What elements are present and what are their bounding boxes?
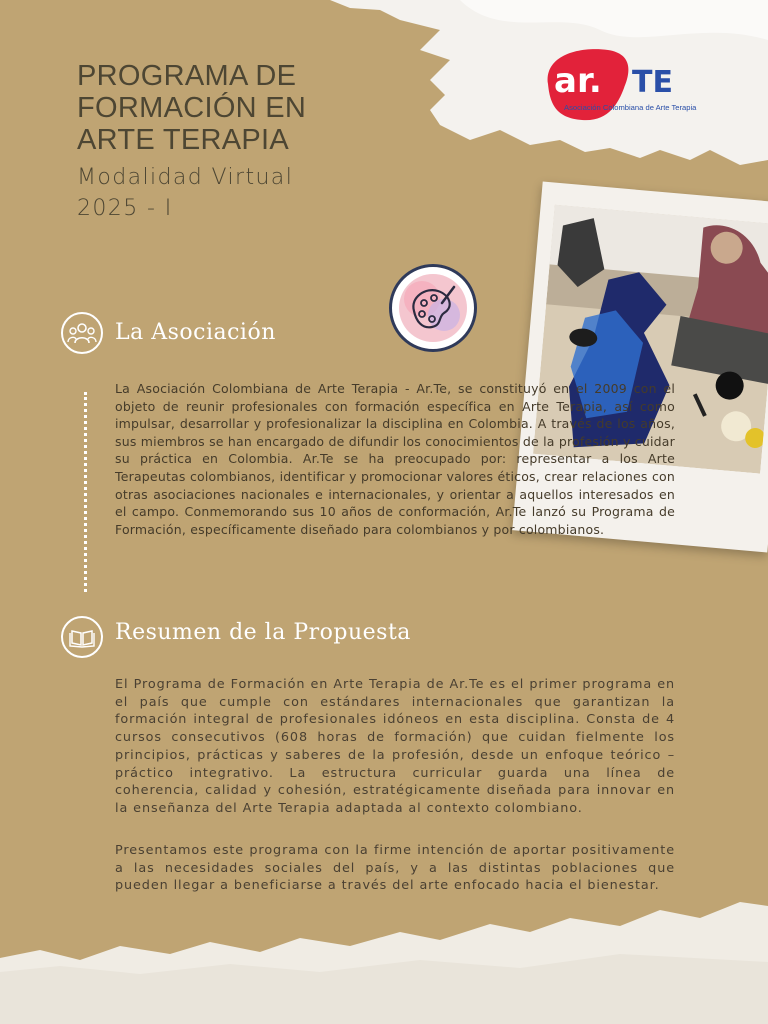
- modality-subtitle: Modalidad Virtual: [77, 165, 294, 190]
- torn-paper-bottom: [0, 880, 768, 1024]
- open-book-icon: [61, 616, 103, 658]
- paint-palette-badge: [389, 264, 477, 352]
- program-title-line-1: PROGRAMA DE: [77, 60, 297, 92]
- asociacion-paragraph: La Asociación Colombiana de Arte Terapia - Ar.Te, se constituyó en el 2009 con el objeto de reunir profesionales con formación específica en Arte Terapia, así como impulsar, desarrollar y profesionalizar la disciplina en Colombia. A través de los años, sus miembros se han encargado de difundir los conocimientos de la profesión y cuidar su práctica en Colombia. Ar.Te se ha preocupado por: representar a los Arte Terapeutas colombianos, identificar y promocionar valores éticos, crear relaciones con otras asociaciones nacionales e internacionales, y orientar a aquellos interesados en el campo. Conmemorando sus 10 años de conformación, Ar.Te lanzó su Programa de Formación, específicamente diseñado para colombianos y por colombianos.: [115, 381, 675, 537]
- group-icon: [61, 312, 103, 354]
- logo-mark: ar.: [554, 61, 602, 101]
- arte-logo: [538, 44, 714, 124]
- propuesta-paragraph-1: El Programa de Formación en Arte Terapia de Ar.Te es el primer programa en el país que cumple con estándares internacionales que garantizan la formación integral de profesionales idóneos en esta disciplina. Consta de 4 cursos consecutivos (608 horas de formación) que cuidan fielmente los principios, prácticas y saberes de la profesión, desde un enfoque teórico – práctico integrativo. La estructura curricular guarda una línea de coherencia, calidad y cohesión, estratégicamente diseñada para innovar en la enseñanza del Arte Terapia adaptada al contexto colombiano.: [115, 677, 675, 816]
- program-title-line-3: ARTE TERAPIA: [77, 124, 290, 156]
- dotted-divider: [84, 392, 87, 592]
- logo-mark-suffix: TE: [632, 65, 673, 100]
- paint-palette-icon: [392, 267, 474, 349]
- section-heading-propuesta: Resumen de la Propuesta: [115, 620, 411, 645]
- logo-tagline: Asociación Colombiana de Arte Terapia: [564, 103, 697, 112]
- period-subtitle: 2025 - I: [77, 196, 173, 221]
- title-block: [77, 60, 306, 224]
- propuesta-paragraph-2: Presentamos este programa con la firme intención de aportar positivamente a las necesidades sociales del país, y a las distintas poblaciones que pueden llegar a beneficiarse a través del arte enfocado hacia el bienestar.: [115, 843, 675, 894]
- section-heading-asociacion: La Asociación: [115, 320, 276, 345]
- program-title-line-2: FORMACIÓN EN: [77, 92, 307, 124]
